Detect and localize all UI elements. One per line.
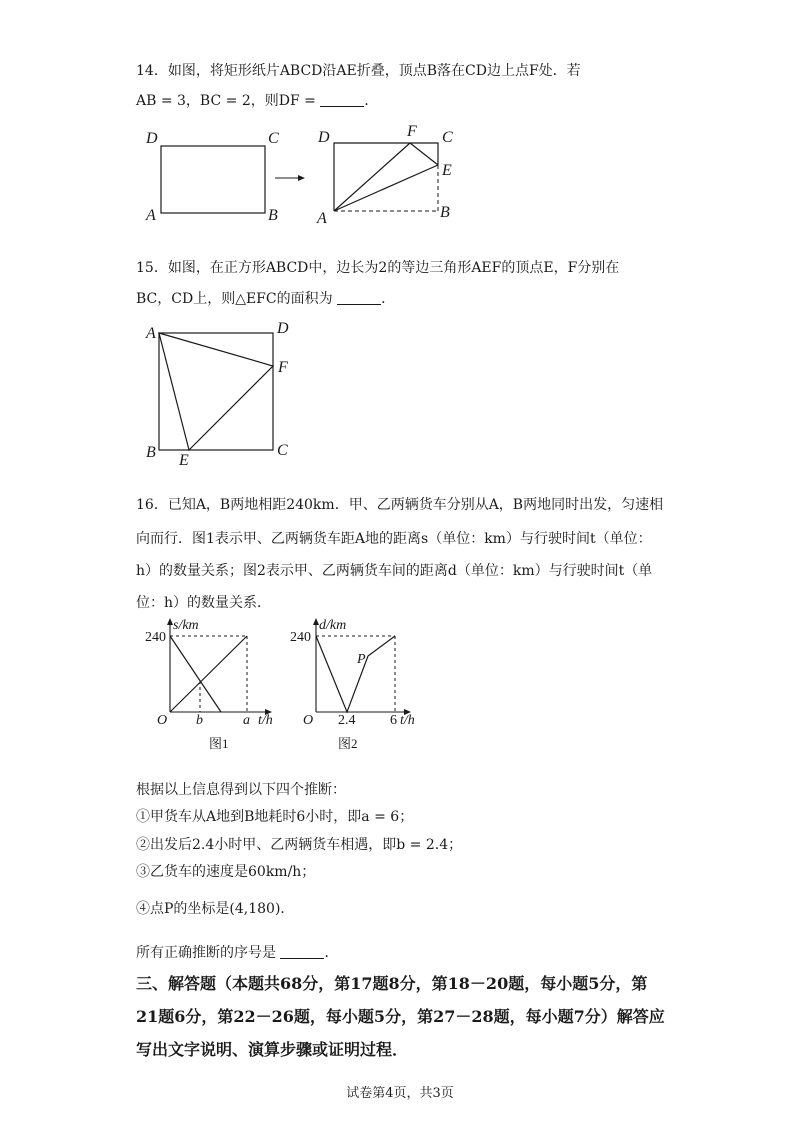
y-axis-label: d/km [319, 618, 347, 633]
q15-line2-end: ． [381, 291, 396, 307]
q16-line2: 向而行．图1表示甲、乙两辆货车距A地的距离s（单位：km）与行驶时间t（单位： [136, 531, 652, 547]
q14-line1: 14．如图，将矩形纸片ABCD沿AE折叠，顶点B落在CD边上点F处．若 [136, 63, 581, 79]
q15-line2-text: BC，CD上，则△EFC的面积为 [136, 291, 333, 307]
label-d: D [277, 320, 289, 337]
x-tick-6: 6 [390, 713, 397, 728]
label-c: C [268, 130, 279, 147]
section3-line1: 三、解答题（本题共68分，第17题8分，第18－20题，每小题5分，第 [136, 974, 648, 993]
point-p-label: P [357, 652, 366, 667]
label-a: A [146, 207, 156, 224]
label-e: E [179, 452, 189, 469]
section3-line2: 21题6分，第22－26题，每小题5分，第27－28题，每小题7分）解答应 [136, 1007, 665, 1026]
q16-line4: 位：h）的数量关系． [136, 595, 272, 611]
label-a: A [317, 210, 327, 227]
y-axis-label: s/km [173, 618, 199, 633]
label-d: D [318, 129, 330, 146]
q16-item-3: ③乙货车的速度是60km/h； [136, 864, 316, 880]
label-b: B [146, 444, 156, 461]
x-tick-2-4: 2.4 [338, 713, 356, 728]
x-tick-a: a [243, 713, 250, 728]
q16-line3: h）的数量关系；图2表示甲、乙两辆货车间的距离d（单位：km）与行驶时间t（单 [136, 563, 653, 579]
origin-label: O [303, 713, 314, 728]
section3-line3: 写出文字说明、演算步骤或证明过程． [136, 1040, 409, 1059]
label-b: B [440, 204, 450, 221]
q16-line1: 16．已知A，B两地相距240km．甲、乙两辆货车分别从A，B两地同时出发，匀速相 [136, 497, 664, 513]
label-a: A [146, 325, 156, 342]
q14-line2-end: ． [364, 93, 379, 109]
label-d: D [146, 130, 158, 147]
label-c: C [442, 129, 453, 146]
q16-ask-text: 所有正确推断的序号是 [136, 945, 276, 961]
y-tick-240: 240 [145, 630, 166, 645]
page-footer: 试卷第4页，共3页 [346, 1086, 454, 1101]
q16-intro: 根据以上信息得到以下四个推断： [136, 782, 346, 798]
x-axis-label: t/h [400, 713, 415, 728]
x-axis-label: t/h [258, 713, 273, 728]
x-tick-b: b [196, 713, 203, 728]
distance-line [316, 636, 395, 712]
figure-1-caption: 图1 [209, 736, 229, 751]
label-e: E [442, 162, 452, 179]
q14-line2-text: AB = 3，BC = 2，则DF = [136, 93, 316, 109]
figure-2-caption: 图2 [338, 736, 358, 751]
q16-ask-end: ． [324, 945, 339, 961]
label-f: F [407, 123, 417, 140]
y-tick-240: 240 [290, 630, 311, 645]
label-f: F [278, 359, 288, 376]
q16-item-4: ④点P的坐标是(4,180)． [136, 901, 295, 917]
origin-label: O [157, 713, 168, 728]
q16-ask [136, 942, 338, 964]
q16-item-1: ①甲货车从A地到B地耗时6小时，即a = 6； [136, 809, 414, 825]
q16-item-2: ②出发后2.4小时甲、乙两辆货车相遇，即b = 2.4； [136, 837, 463, 853]
label-c: C [277, 442, 288, 459]
answer-blank [280, 944, 324, 959]
q15-line1: 15．如图，在正方形ABCD中，边长为2的等边三角形AEF的顶点E，F分别在 [136, 260, 620, 276]
label-b: B [268, 207, 278, 224]
